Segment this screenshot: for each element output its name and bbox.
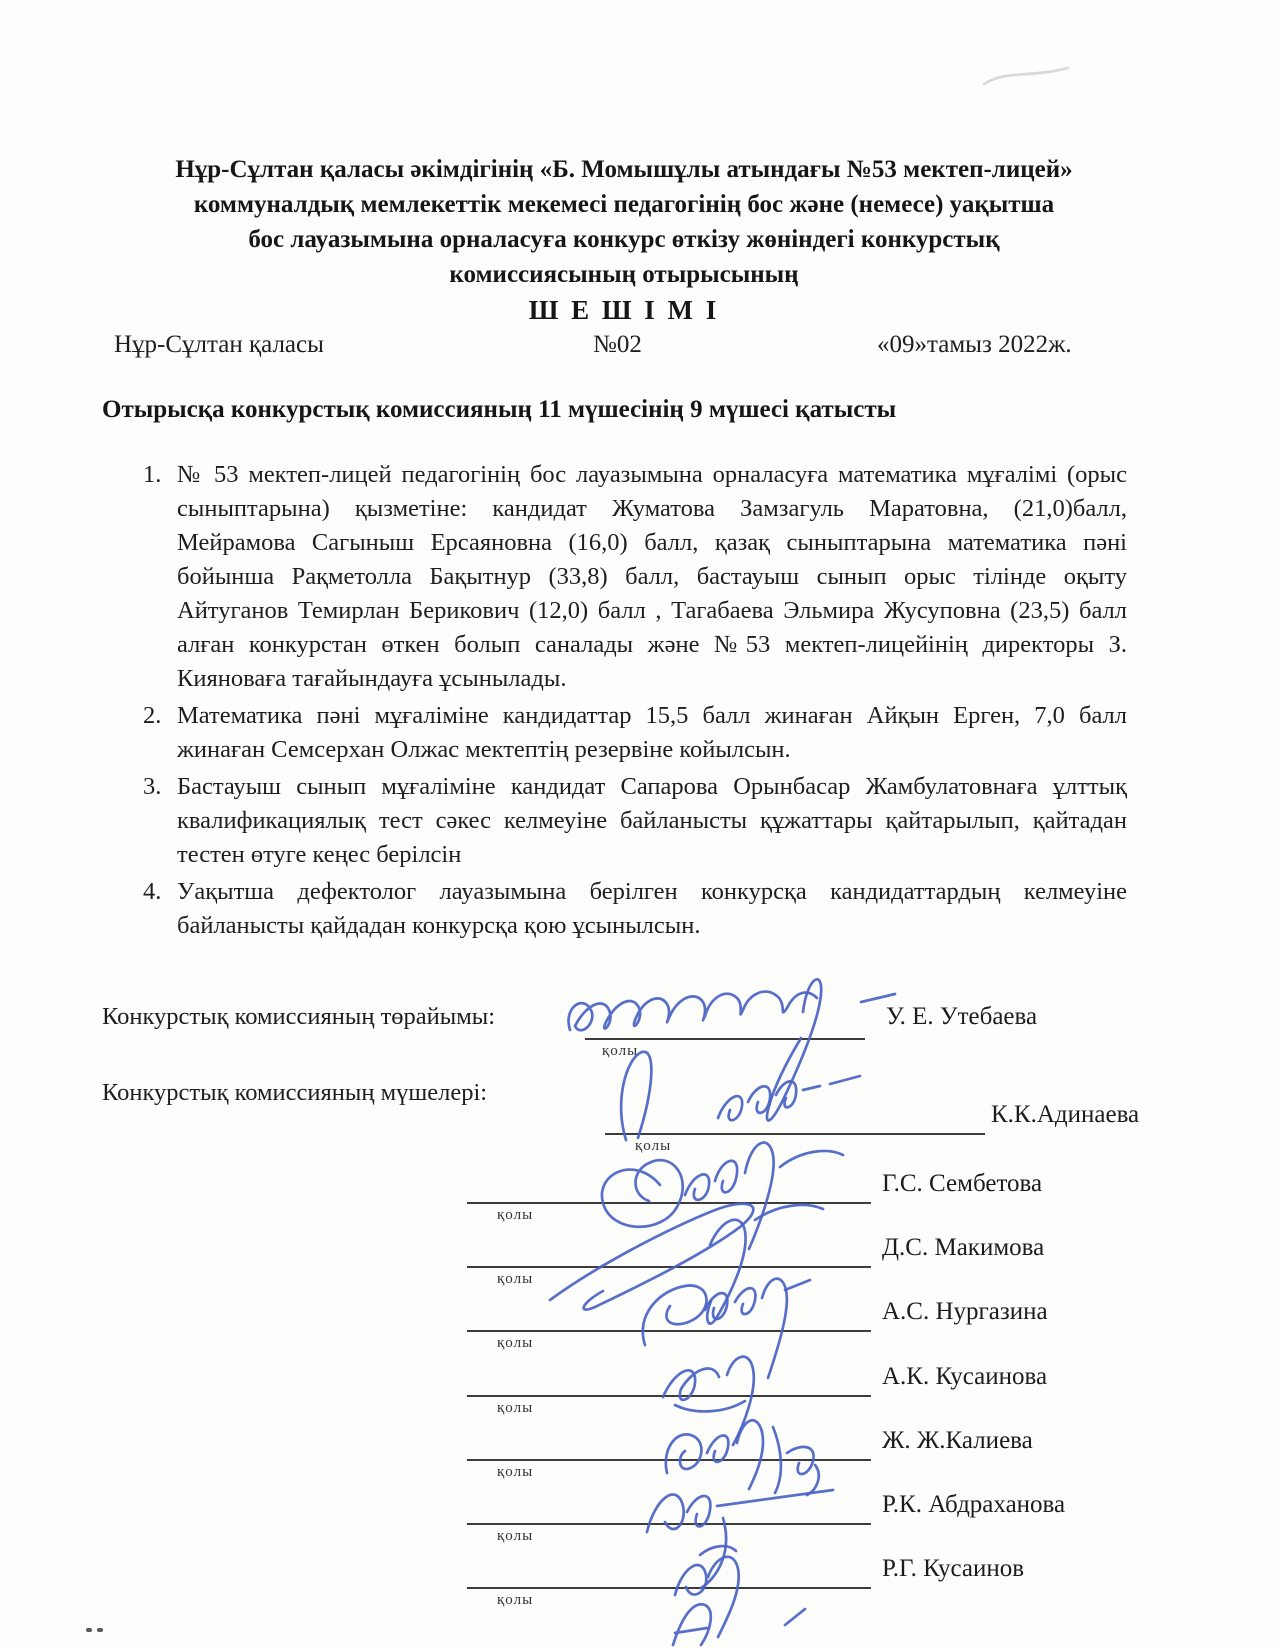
- signature-line: [467, 1587, 871, 1589]
- signature-line: [605, 1133, 985, 1135]
- member-name: А.С. Нургазина: [882, 1298, 1048, 1325]
- document-number: №02: [593, 331, 642, 358]
- decision-item-2: [143, 699, 1127, 767]
- chair-signature-caption: қолы: [602, 1043, 639, 1059]
- signature-line: [467, 1523, 871, 1525]
- decision-item-number: 3.: [143, 773, 162, 800]
- member-name: Д.С. Макимова: [882, 1234, 1045, 1261]
- decision-item-text: Уақытша дефектолог лауазымына берілген конкурсқа кандидаттардың келмеуіне байланысты қайдадан конкурсқа қою ұсынылсын.: [177, 878, 1127, 939]
- member-signature-row: [0, 1232, 1278, 1304]
- member-name: Р.Г. Кусаинов: [882, 1555, 1025, 1582]
- signature-caption: қолы: [497, 1207, 534, 1223]
- scan-speck: [97, 1628, 103, 1632]
- member-signature-row: [0, 1553, 1278, 1625]
- signature-line: [467, 1459, 871, 1461]
- decision-item-text: Математика пәні мұғаліміне кандидаттар 15,5 балл жинаған Айқын Ерген, 7,0 балл жинаған Семсерхан Олжас мектептің резервіне койылсын.: [177, 702, 1127, 763]
- attendance-line: Отырысқа конкурстық комиссияның 11 мүшесінің 9 мүшесі қатысты: [102, 396, 897, 423]
- chair-signature-row: [0, 1000, 1278, 1070]
- city-label: Нұр-Сұлтан қаласы: [114, 331, 324, 358]
- member-name: Ж. Ж.Калиева: [882, 1427, 1033, 1454]
- chair-label: Конкурстық комиссияның төрайымы:: [102, 1003, 496, 1030]
- member-name: Г.С. Сембетова: [882, 1170, 1043, 1197]
- member-signature-row: [0, 1489, 1278, 1561]
- signature-line: [467, 1202, 871, 1204]
- title-line-3: бос лауазымына орналасуға конкурс өткізу жөніндегі конкурстық: [248, 226, 1000, 253]
- title-line-4: комиссиясының отырысының: [449, 261, 799, 288]
- member-signature-row: [0, 1099, 1278, 1171]
- decision-item-number: 2.: [143, 702, 162, 729]
- title-line-1: Нұр-Сұлтан қаласы әкімдігінің «Б. Момышұлы атындағы №53 мектеп-лицей»: [175, 156, 1073, 183]
- signature-caption: қолы: [497, 1464, 534, 1480]
- decision-list: [143, 458, 1127, 946]
- decision-item-3: [143, 770, 1127, 872]
- scan-artifact-mark: [980, 62, 1075, 92]
- member-signature-row: [0, 1168, 1278, 1240]
- member-name: Р.К. Абдраханова: [882, 1491, 1066, 1518]
- decision-item-1: [143, 458, 1127, 696]
- decision-item-number: 4.: [143, 878, 162, 905]
- signature-caption: қолы: [497, 1335, 534, 1351]
- chair-signature-line: [585, 1038, 865, 1040]
- decision-item-text: Бастауыш сынып мұғаліміне кандидат Сапарова Орынбасар Жамбулатовнаға ұлттық квалификациялық тест сәкес келмеуіне байланысты құжаттары қайтарылып, қайтадан тестен өтуге кеңес берілсін: [177, 773, 1127, 868]
- signature-line: [467, 1266, 871, 1268]
- members-label: Конкурстық комиссияның мүшелері:: [102, 1079, 488, 1106]
- member-name: К.К.Адинаева: [991, 1101, 1140, 1128]
- decision-heading: Ш Е Ш І М І: [528, 295, 720, 325]
- decision-item-4: [143, 875, 1127, 943]
- member-signature-row: [0, 1361, 1278, 1433]
- signature-line: [467, 1395, 871, 1397]
- member-signature-row: [0, 1296, 1278, 1368]
- document-date: «09»тамыз 2022ж.: [877, 331, 1072, 358]
- chair-name: У. Е. Утебаева: [886, 1003, 1038, 1030]
- signature-caption: қолы: [497, 1592, 534, 1608]
- scan-speck: [86, 1628, 92, 1632]
- signature-caption: қолы: [497, 1400, 534, 1416]
- member-name: А.К. Кусаинова: [882, 1363, 1048, 1390]
- title-line-2: коммуналдық мемлекеттік мекемесі педагогінің бос және (немесе) уақытша: [193, 191, 1055, 218]
- decision-item-text: № 53 мектеп-лицей педагогінің бос лауазымына орналасуға математика мұғалімі (орыс сыныптарына) қызметіне: кандидат Жуматова Замзагуль Маратовна, (21,0)балл, Мейрамова Сагыныш Ерсаяновна (16,0) балл, қазақ сыныптарына математика пәні бойынша Рақметолла Бақытнур (33,8) балл, бастауыш сынып орыс тілінде оқыту Айтуганов Темирлан Берикович (12,0) балл , Тагабаева Эльмира Жусуповна (23,5) балл алған конкурстан өткен болып саналады және №53 мектеп-лицейінің директоры З. Кияноваға тағайындауға ұсынылады.: [177, 461, 1127, 692]
- document-title: [75, 152, 1173, 292]
- signature-caption: қолы: [635, 1138, 672, 1154]
- signature-caption: қолы: [497, 1528, 534, 1544]
- member-signature-row: [0, 1425, 1278, 1497]
- decision-item-number: 1.: [143, 461, 162, 488]
- signature-caption: қолы: [497, 1271, 534, 1287]
- signature-line: [467, 1330, 871, 1332]
